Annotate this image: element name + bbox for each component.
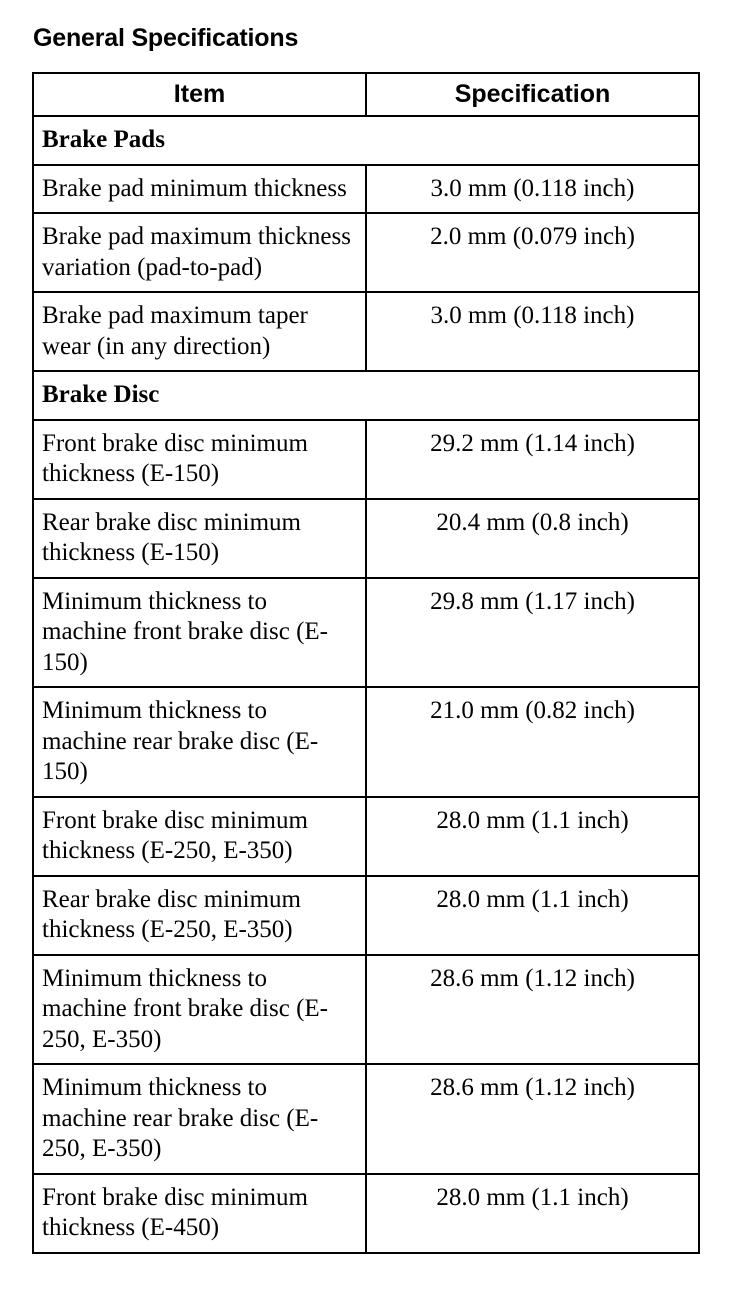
table-row: [33, 578, 699, 688]
table-row: [33, 213, 699, 292]
table-row: [33, 1064, 699, 1174]
item-cell: Front brake disc minimum thickness (E-150): [33, 420, 366, 499]
table-row: [33, 499, 699, 578]
spec-cell: 29.2 mm (1.14 inch): [366, 420, 699, 499]
item-cell: Minimum thickness to machine front brake disc (E-250, E-350): [33, 955, 366, 1065]
table-row: [33, 687, 699, 797]
spec-cell: 28.6 mm (1.12 inch): [366, 1064, 699, 1174]
table-header-row: [33, 73, 699, 116]
item-cell: Minimum thickness to machine rear brake disc (E-250, E-350): [33, 1064, 366, 1174]
column-header-item: Item: [33, 73, 366, 116]
table-row: [33, 165, 699, 214]
table-row: [33, 420, 699, 499]
item-cell: Brake pad maximum thickness variation (pad-to-pad): [33, 213, 366, 292]
item-cell: Brake pad maximum taper wear (in any direction): [33, 292, 366, 371]
item-cell: Brake pad minimum thickness: [33, 165, 366, 214]
item-cell: Front brake disc minimum thickness (E-250, E-350): [33, 797, 366, 876]
spec-cell: 21.0 mm (0.82 inch): [366, 687, 699, 797]
column-header-specification: Specification: [366, 73, 699, 116]
spec-cell: 28.6 mm (1.12 inch): [366, 955, 699, 1065]
specifications-table: [32, 72, 700, 1254]
spec-cell: 3.0 mm (0.118 inch): [366, 292, 699, 371]
table-row: [33, 797, 699, 876]
section-row: [33, 371, 699, 420]
spec-cell: 28.0 mm (1.1 inch): [366, 797, 699, 876]
table-row: [33, 292, 699, 371]
item-cell: Front brake disc minimum thickness (E-450): [33, 1174, 366, 1253]
table-row: [33, 1174, 699, 1253]
spec-cell: 2.0 mm (0.079 inch): [366, 213, 699, 292]
table-row: [33, 955, 699, 1065]
section-title-brake-disc: Brake Disc: [33, 371, 699, 420]
item-cell: Minimum thickness to machine rear brake disc (E-150): [33, 687, 366, 797]
spec-cell: 20.4 mm (0.8 inch): [366, 499, 699, 578]
item-cell: Rear brake disc minimum thickness (E-250, E-350): [33, 876, 366, 955]
table-row: [33, 876, 699, 955]
spec-cell: 3.0 mm (0.118 inch): [366, 165, 699, 214]
spec-cell: 28.0 mm (1.1 inch): [366, 1174, 699, 1253]
page-title: General Specifications: [33, 24, 299, 52]
spec-cell: 29.8 mm (1.17 inch): [366, 578, 699, 688]
section-title-brake-pads: Brake Pads: [33, 116, 699, 165]
item-cell: Rear brake disc minimum thickness (E-150): [33, 499, 366, 578]
item-cell: Minimum thickness to machine front brake disc (E-150): [33, 578, 366, 688]
spec-cell: 28.0 mm (1.1 inch): [366, 876, 699, 955]
section-row: [33, 116, 699, 165]
